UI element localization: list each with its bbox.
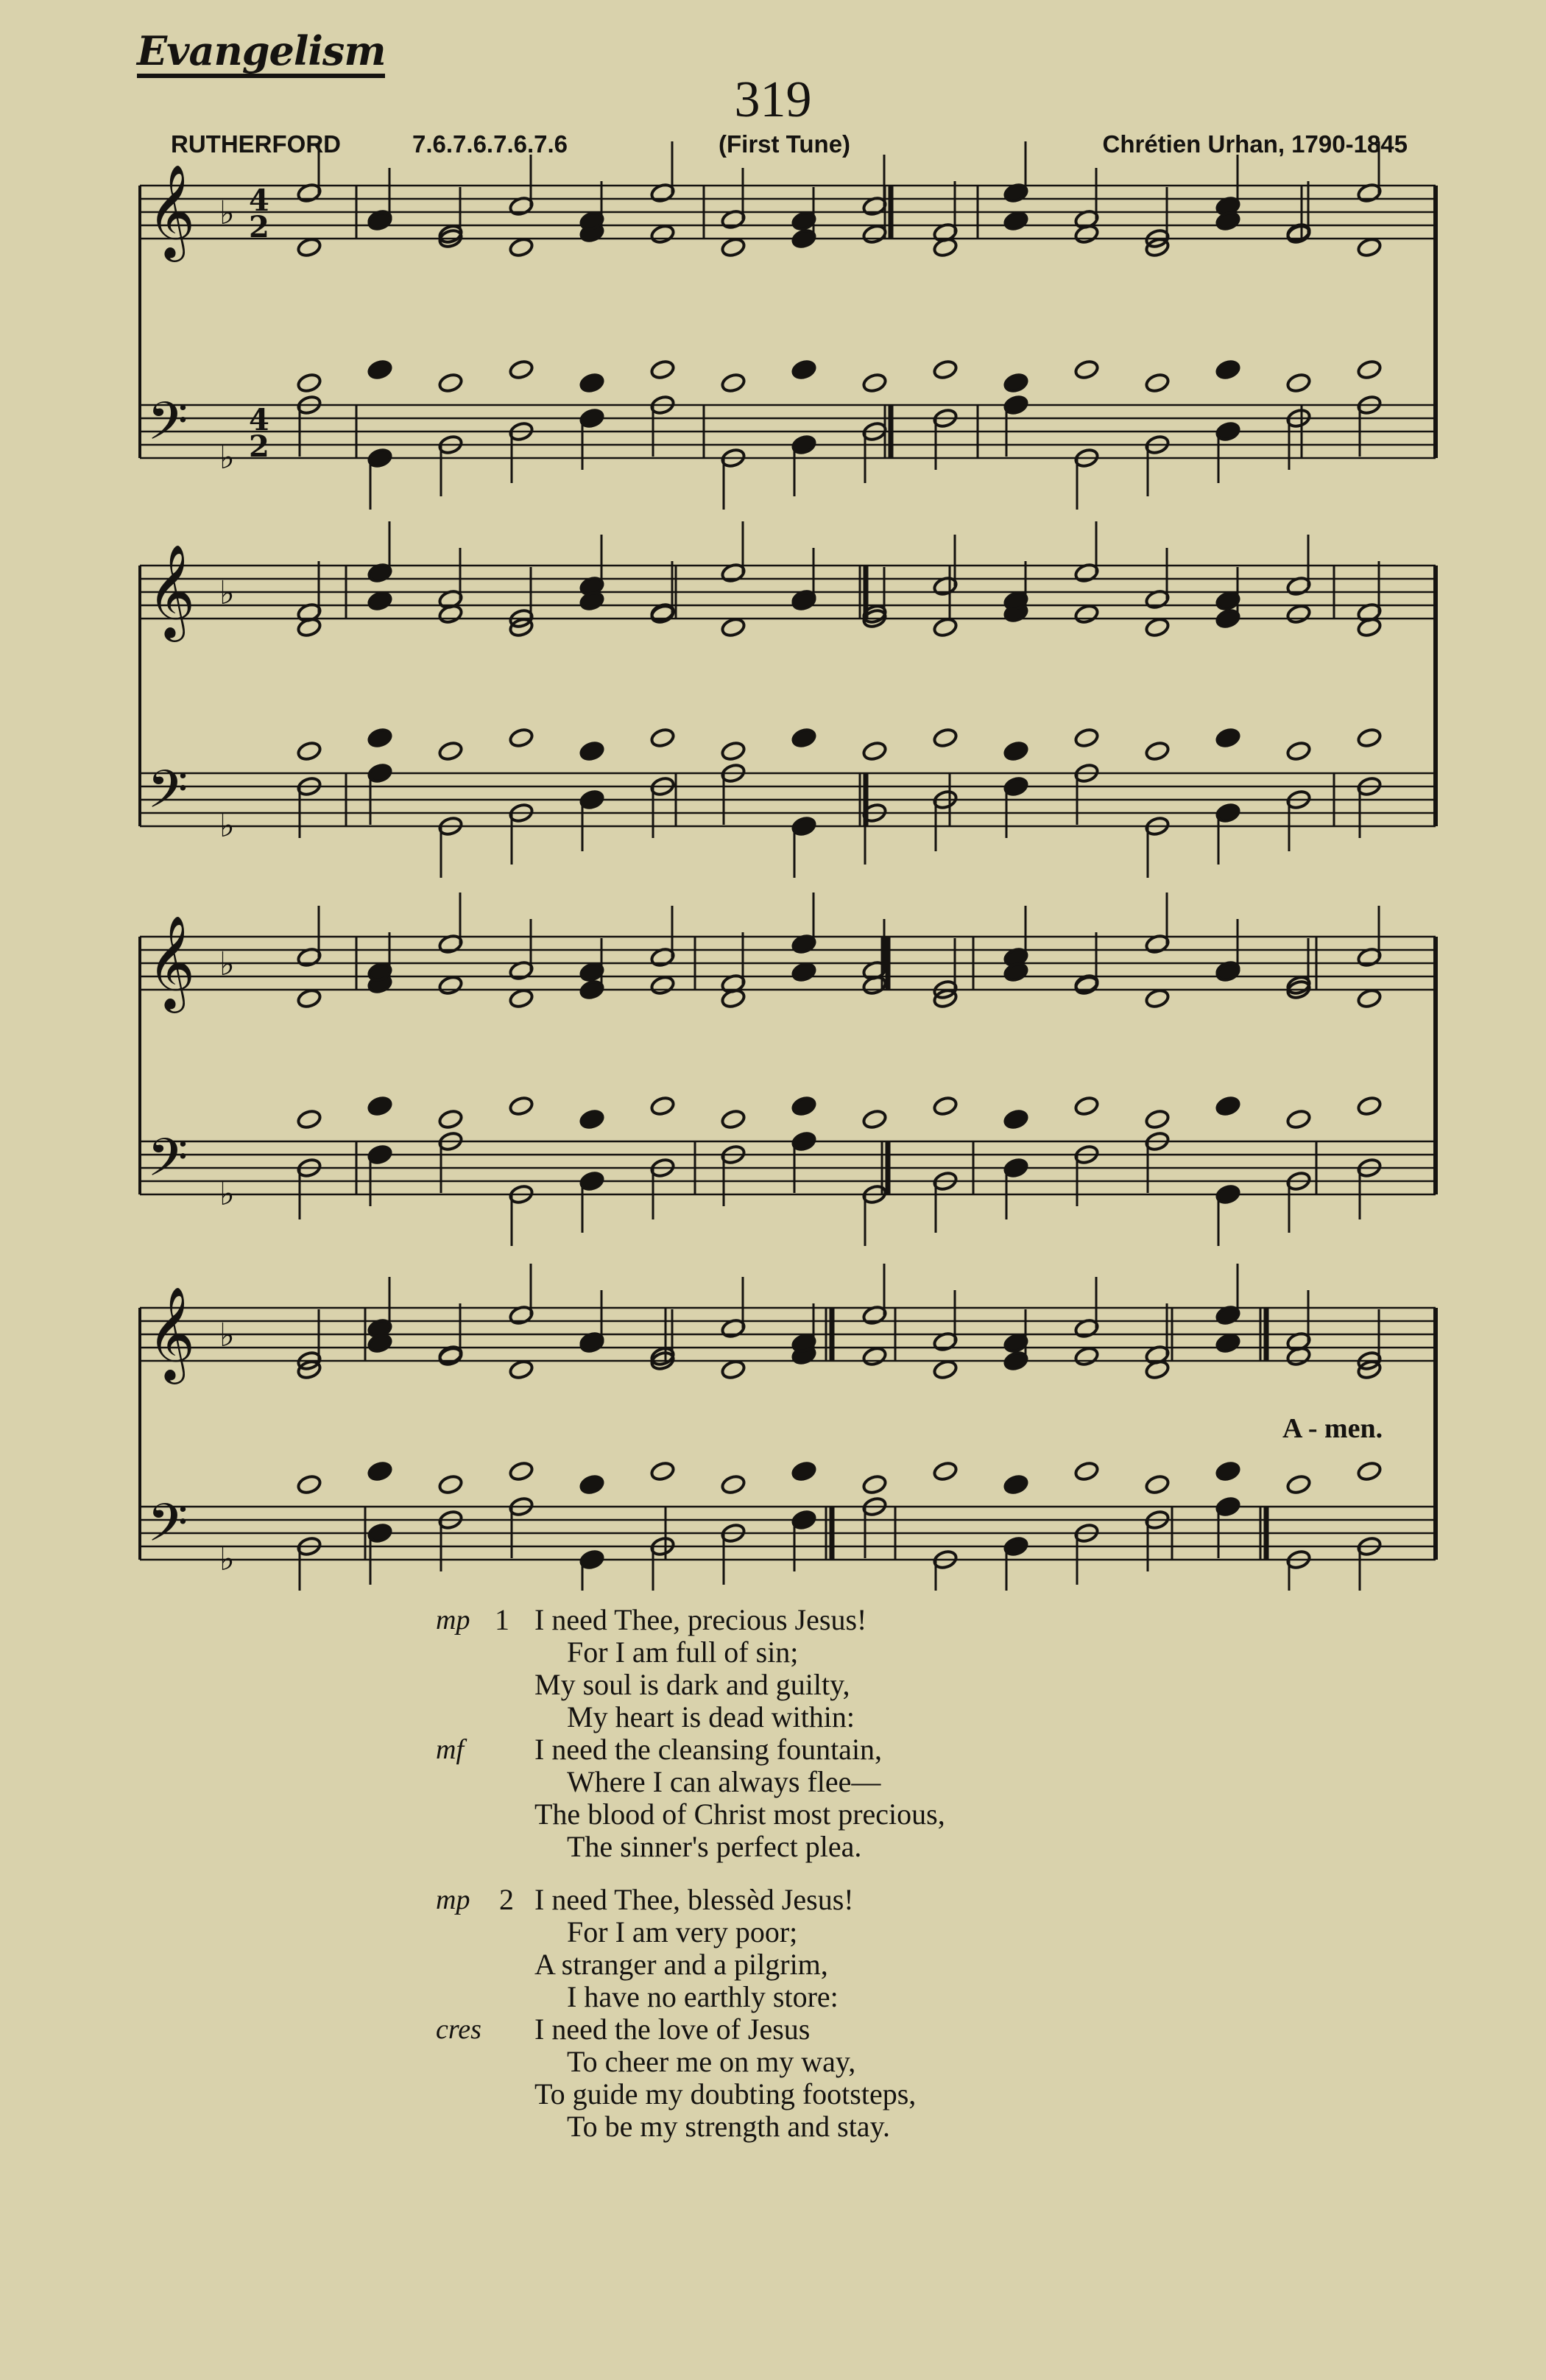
note-head [1003,1474,1028,1495]
note-head [720,740,746,761]
note-head [791,1460,816,1482]
note-head [508,1359,534,1380]
note-head [1003,1108,1028,1130]
note-head [1285,1474,1311,1495]
note-head [1073,1460,1099,1482]
note-head [1356,987,1382,1009]
note-head [720,616,746,638]
flat-icon: ♭ [219,1175,235,1213]
dynamic-marking: mp [436,1884,470,1915]
note-head [649,603,675,624]
note-head [296,987,322,1009]
verse-line: For I am very poor; [567,1915,798,1948]
time-signature: 4 [249,183,269,218]
note-head [1073,1345,1099,1367]
treble-clef-icon: 𝄞 [147,543,196,638]
note-head [1144,740,1170,761]
verse-line: For I am full of sin; [567,1636,799,1669]
note-head [720,1359,746,1380]
note-head [1215,727,1240,748]
flat-icon: ♭ [219,194,235,232]
note-head [1285,1108,1311,1130]
note-head [1073,603,1099,624]
note-head [1215,1460,1240,1482]
verse-line: To guide my doubting footsteps, [534,2077,917,2110]
verse-line: I need the love of Jesus [534,2013,811,2046]
tune-note: (First Tune) [719,130,851,158]
note-head [649,359,675,380]
note-head [861,1345,887,1367]
note-head [861,223,887,244]
note-head [1144,1108,1170,1130]
note-head [579,740,604,761]
dynamic-marking: mf [436,1734,464,1765]
note-head [367,1095,392,1116]
verse-line: I have no earthly store: [567,1980,839,2013]
note-head [508,727,534,748]
note-head [296,372,322,393]
note-head [508,1460,534,1482]
note-head [508,236,534,258]
flat-icon: ♭ [219,1541,235,1578]
tune-name: RUTHERFORD [171,130,341,158]
note-head [720,236,746,258]
note-head [579,1332,604,1353]
note-head [1285,740,1311,761]
composer-credit: Chrétien Urhan, 1790-1845 [1102,130,1408,158]
note-head [932,616,958,638]
note-head [1215,1095,1240,1116]
note-head [508,359,534,380]
flat-icon: ♭ [219,946,235,983]
note-head [932,1095,958,1116]
note-head [1073,727,1099,748]
time-signature: 2 [249,429,269,464]
note-head [296,740,322,761]
verse-line: I need Thee, precious Jesus! [534,1603,867,1636]
flat-icon: ♭ [219,574,235,612]
note-head [437,740,463,761]
verse-line: The sinner's perfect plea. [567,1830,862,1863]
verse-line: A stranger and a pilgrim, [534,1948,828,1981]
verse-number: 1 [495,1603,509,1636]
note-head [367,359,392,380]
treble-clef-icon: 𝄞 [147,163,196,258]
note-head [508,1095,534,1116]
note-head [1073,1095,1099,1116]
note-head [861,1474,887,1495]
note-head [861,1108,887,1130]
amen-label: A - men. [1282,1413,1383,1444]
note-head [579,1108,604,1130]
bass-clef-icon: 𝄢 [147,1127,188,1201]
note-head [437,1345,463,1367]
flat-icon: ♭ [219,439,235,476]
note-head [861,372,887,393]
section-title: Evangelism [137,28,385,78]
note-head [1215,1332,1240,1353]
note-head [932,727,958,748]
note-head [1144,372,1170,393]
note-head [1003,740,1028,761]
note-head [296,1474,322,1495]
note-head [791,1095,816,1116]
note-head [1356,359,1382,380]
note-head [1073,359,1099,380]
note-head [720,1108,746,1130]
verse-number: 2 [499,1883,514,1916]
note-head [1285,372,1311,393]
note-head [932,1460,958,1482]
note-head [1356,236,1382,258]
note-head [296,236,322,258]
note-head [649,1095,675,1116]
note-head [579,1474,604,1495]
note-head [720,372,746,393]
verse-line: My heart is dead within: [567,1700,855,1733]
note-head [296,1108,322,1130]
note-head [649,1460,675,1482]
verse-line: To be my strength and stay. [567,2110,890,2143]
dynamic-marking: mp [436,1605,470,1636]
note-head [932,359,958,380]
note-head [1285,603,1311,624]
note-head [720,1474,746,1495]
note-head [437,1474,463,1495]
note-head [1003,210,1028,231]
time-signature: 4 [249,403,269,437]
note-head [791,727,816,748]
dynamic-marking: cres [436,2014,481,2045]
bass-clef-icon: 𝄢 [147,1493,188,1566]
note-head [1215,359,1240,380]
note-head [1215,961,1240,982]
flat-icon: ♭ [219,1317,235,1354]
verse-line: I need Thee, blessèd Jesus! [534,1883,854,1916]
hymn-number: 319 [734,71,812,128]
note-head [437,974,463,996]
note-head [1356,1095,1382,1116]
verse-line: The blood of Christ most precious, [534,1798,945,1831]
note-head [861,740,887,761]
bass-clef-icon: 𝄢 [147,391,188,465]
note-head [367,727,392,748]
note-head [932,1359,958,1380]
note-head [649,727,675,748]
note-head [367,1460,392,1482]
note-head [579,372,604,393]
note-head [1144,616,1170,638]
treble-clef-icon: 𝄞 [147,915,196,1009]
note-head [649,974,675,996]
verse-line: My soul is dark and guilty, [534,1668,850,1701]
note-head [1356,1460,1382,1482]
treble-clef-icon: 𝄞 [147,1286,196,1380]
note-head [1285,223,1311,244]
note-head [437,1108,463,1130]
verse-line: To cheer me on my way, [567,2045,856,2078]
note-head [791,961,816,982]
note-head [1144,987,1170,1009]
verse-line: Where I can always flee— [567,1765,881,1798]
note-head [1073,974,1099,996]
note-head [1144,1474,1170,1495]
note-head [1356,727,1382,748]
note-head [437,372,463,393]
note-head [791,359,816,380]
tune-meter: 7.6.7.6.7.6.7.6 [412,130,568,158]
flat-icon: ♭ [219,807,235,845]
note-head [1003,372,1028,393]
note-head [649,223,675,244]
verse-line: I need the cleansing fountain, [534,1733,883,1766]
note-head [791,590,816,611]
bass-clef-icon: 𝄢 [147,759,188,833]
time-signature: 2 [249,210,269,244]
note-head [367,590,392,611]
note-head [508,987,534,1009]
note-head [367,210,392,231]
